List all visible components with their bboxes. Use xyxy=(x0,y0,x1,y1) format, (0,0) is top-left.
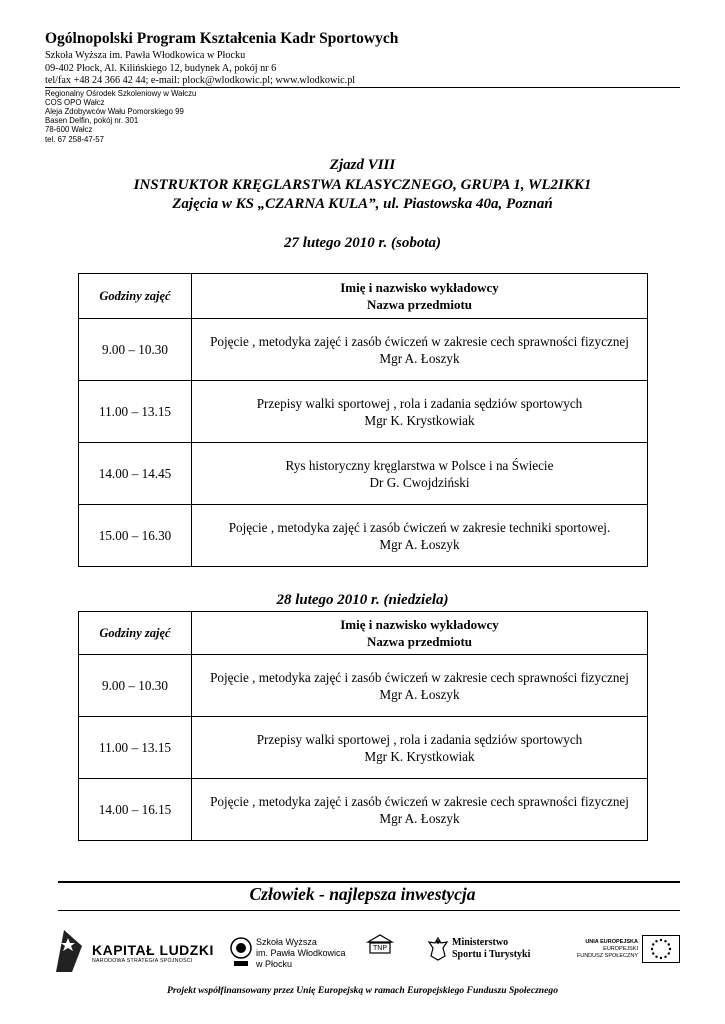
school-name-line: im. Pawła Włodkowica xyxy=(256,948,346,958)
time-cell: 14.00 – 14.45 xyxy=(79,443,192,505)
subject-cell xyxy=(192,655,648,717)
subject-name: Rys historyczny kręglarstwa w Polsce i na Świecie xyxy=(285,457,554,473)
schedule-table xyxy=(78,611,648,841)
subject-name: Pojęcie , metodyka zajęć i zasób ćwiczeń w zakresie cech sprawności fizycznej xyxy=(210,669,629,685)
lecturer-name: Mgr K. Krystkowiak xyxy=(364,748,475,764)
sub-header-line: 78-600 Wałcz xyxy=(45,125,93,134)
school-emblem xyxy=(230,936,252,973)
logo-strip xyxy=(0,928,725,978)
lecturer-header: Imię i nazwisko wykładowcy xyxy=(340,617,499,632)
eu-line: UNIA EUROPEJSKA xyxy=(585,939,638,945)
kapital-ludzki-name: KAPITAŁ LUDZKI xyxy=(92,942,214,958)
tnp-logo xyxy=(366,934,394,952)
ministry-emblem xyxy=(428,936,448,967)
eu-flag-icon xyxy=(642,935,680,963)
lecturer-name: Dr G. Cwojdziński xyxy=(369,474,470,490)
header-rule xyxy=(45,87,680,88)
eu-line: FUNDUSZ SPOŁECZNY xyxy=(576,953,638,959)
lecturer-name: Mgr K. Krystkowiak xyxy=(364,412,475,428)
sub-header-line: Aleja Zdobywców Wału Pomorskiego 99 xyxy=(45,107,184,116)
sub-header-line: COS OPO Wałcz xyxy=(45,98,105,107)
time-cell: 15.00 – 16.30 xyxy=(79,505,192,567)
time-cell: 9.00 – 10.30 xyxy=(79,319,192,381)
eu-line: EUROPEJSKI xyxy=(603,946,638,952)
eagle-icon xyxy=(428,936,448,962)
table-row xyxy=(79,779,648,841)
table-header-row xyxy=(79,274,648,319)
hours-header: Godziny zajęć xyxy=(79,612,192,655)
subject-cell xyxy=(192,381,648,443)
time-cell: 14.00 – 16.15 xyxy=(79,779,192,841)
subject-name: Przepisy walki sportowej , rola i zadania sędziów sportowych xyxy=(256,395,583,411)
header-line: 09-402 Płock, Al. Kilińskiego 12, budynek A, pokój nr 6 xyxy=(45,63,277,74)
schedule-table xyxy=(78,273,648,567)
footer-rule-bottom xyxy=(58,910,680,911)
school-name-line: w Płocku xyxy=(256,959,293,969)
kapital-ludzki-sub: NARODOWA STRATEGIA SPÓJNOŚCI xyxy=(92,958,193,964)
subject-header: Nazwa przedmiotu xyxy=(366,634,473,649)
kapital-ludzki-icon xyxy=(52,928,84,974)
subject-name: Pojęcie , metodyka zajęć i zasób ćwiczeń w zakresie cech sprawności fizycznej xyxy=(210,333,629,349)
time-cell: 9.00 – 10.30 xyxy=(79,655,192,717)
subject-cell xyxy=(192,505,648,567)
table-row xyxy=(79,443,648,505)
lecturer-header: Imię i nazwisko wykładowcy xyxy=(340,280,499,295)
day-date: 27 lutego 2010 r. (sobota) xyxy=(283,235,442,251)
sub-header-line: Regionalny Ośrodek Szkoleniowy w Wałczu xyxy=(45,89,197,98)
table-row xyxy=(79,319,648,381)
tnp-text: TNP xyxy=(373,945,387,952)
table-row xyxy=(79,505,648,567)
lecturer-name: Mgr A. Łoszyk xyxy=(379,810,460,826)
sub-header-line: Basen Delfin, pokój nr. 301 xyxy=(45,116,139,125)
time-cell: 11.00 – 13.15 xyxy=(79,381,192,443)
sub-header-line: tel. 67 258-47-57 xyxy=(45,135,104,144)
ministry-name-line: Sportu i Turystyki xyxy=(452,949,531,960)
table-header-row xyxy=(79,612,648,655)
venue: Zajęcia w KS „CZARNA KULA”, ul. Piastowska 40a, Poznań xyxy=(172,196,553,212)
subject-cell xyxy=(192,779,648,841)
subject-cell xyxy=(192,319,648,381)
lecturer-name: Mgr A. Łoszyk xyxy=(379,536,460,552)
subject-name: Pojęcie , metodyka zajęć i zasób ćwiczeń w zakresie techniki sportowej. xyxy=(228,519,611,535)
school-crest-icon xyxy=(230,936,252,968)
subject-name: Pojęcie , metodyka zajęć i zasób ćwiczeń w zakresie cech sprawności fizycznej xyxy=(210,793,629,809)
subject-cell xyxy=(192,717,648,779)
lecturer-subject-header xyxy=(192,274,648,319)
day-date: 28 lutego 2010 r. (niedziela) xyxy=(276,592,449,608)
footer-rule-top xyxy=(58,881,680,883)
time-cell: 11.00 – 13.15 xyxy=(79,717,192,779)
subject-header: Nazwa przedmiotu xyxy=(366,297,473,312)
header-line: Szkoła Wyższa im. Pawła Włodkowica w Płocku xyxy=(45,50,246,61)
school-name-line: Szkoła Wyższa xyxy=(256,937,317,947)
motto: Człowiek - najlepsza inwestycja xyxy=(249,884,476,904)
table-row xyxy=(79,655,648,717)
subject-cell xyxy=(192,443,648,505)
header-title: Ogólnopolski Program Kształcenia Kadr Sportowych xyxy=(45,30,399,47)
table-row xyxy=(79,717,648,779)
ministry-name-line: Ministerstwo xyxy=(452,937,509,948)
kapital-ludzki-logo xyxy=(52,928,84,979)
eu-flag xyxy=(642,935,680,968)
lecturer-name: Mgr A. Łoszyk xyxy=(379,686,460,702)
course-title: INSTRUKTOR KRĘGLARSTWA KLASYCZNEGO, GRUPA 1, WL2IKK1 xyxy=(133,177,592,193)
subject-name: Przepisy walki sportowej , rola i zadania sędziów sportowych xyxy=(256,731,583,747)
session-title: Zjazd VIII xyxy=(329,157,396,173)
hours-header: Godziny zajęć xyxy=(79,274,192,319)
footer-note: Projekt współfinansowany przez Unię Europejską w ramach Europejskiego Funduszu Społecznego xyxy=(166,985,558,996)
table-row xyxy=(79,381,648,443)
header-line: tel/fax +48 24 366 42 44; e-mail: plock@wlodkowic.pl; www.wlodkowic.pl xyxy=(45,75,356,86)
lecturer-subject-header xyxy=(192,612,648,655)
lecturer-name: Mgr A. Łoszyk xyxy=(379,350,460,366)
